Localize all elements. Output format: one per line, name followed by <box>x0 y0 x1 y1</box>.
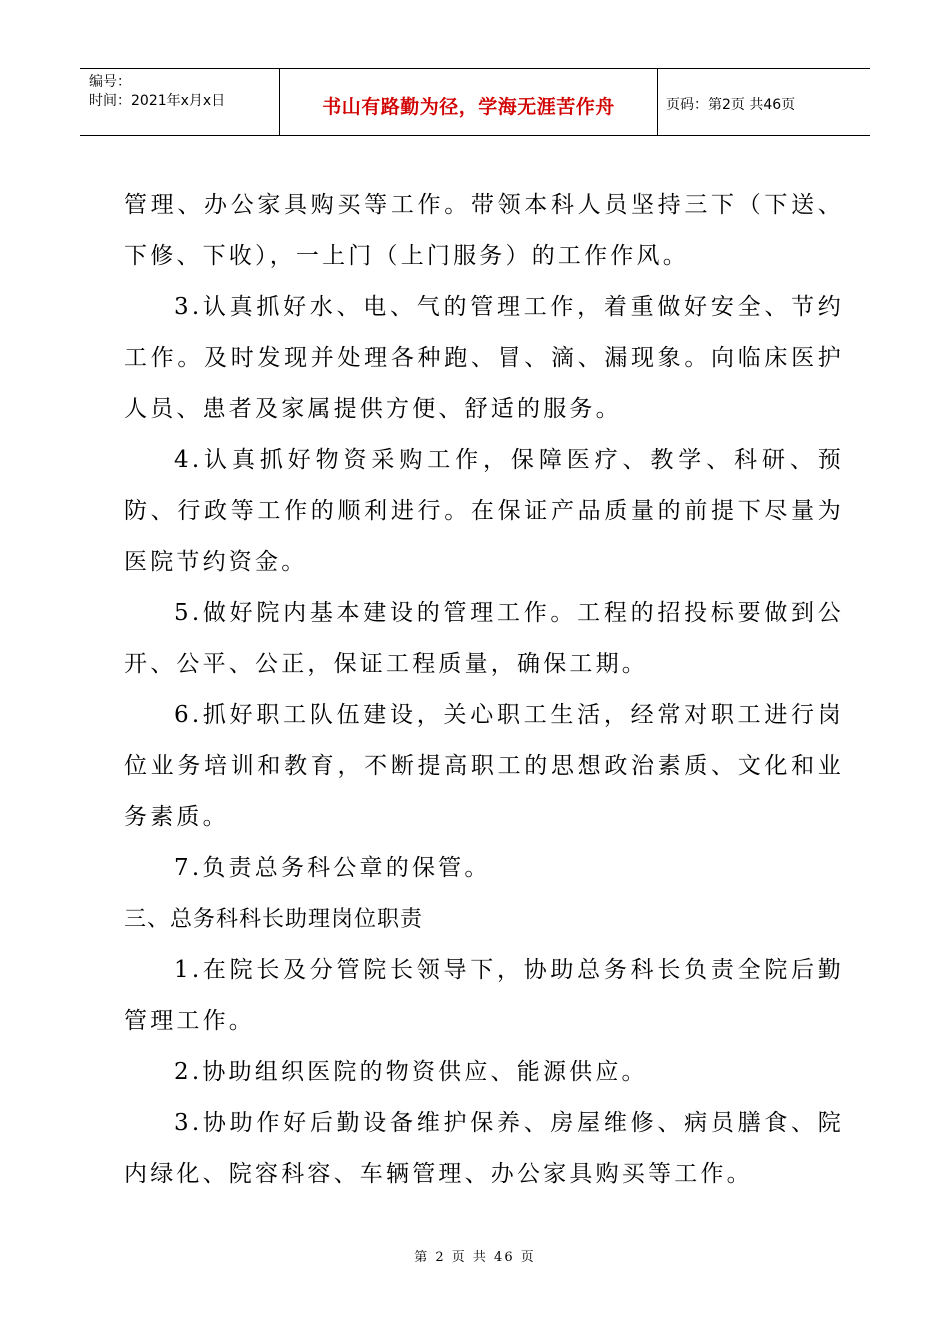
section-heading: 三、总务科科长助理岗位职责 <box>124 907 424 932</box>
header-motto-cell <box>280 69 658 135</box>
section-paragraph: 3.协助作好后勤设备维护保养、房屋维修、病员膳食、院内绿化、院容科容、车辆管理、办公家具购买等工作。 <box>124 1110 844 1187</box>
body-paragraph: 7.负责总务科公章的保管。 <box>174 855 491 881</box>
page-footer <box>0 1246 950 1265</box>
document-body <box>124 180 844 1200</box>
section-paragraph: 2.协助组织医院的物资供应、能源供应。 <box>174 1059 648 1085</box>
body-paragraph: 管理、办公家具购买等工作。带领本科人员坚持三下（下送、下修、下收），一上门（上门服务）的工作作风。 <box>124 192 844 269</box>
body-paragraph: 5.做好院内基本建设的管理工作。工程的招投标要做到公开、公平、公正，保证工程质量，确保工期。 <box>124 600 844 677</box>
page-header <box>80 68 870 136</box>
section-paragraph: 1.在院长及分管院长领导下，协助总务科长负责全院后勤管理工作。 <box>124 957 844 1034</box>
footer-page-number: 第 2 页 共 46 页 <box>414 1250 536 1265</box>
header-page-info: 页码：第2页 共46页 <box>666 97 796 113</box>
document-date-label: 时间：2021年x月x日 <box>89 93 226 109</box>
body-paragraph: 4.认真抓好物资采购工作，保障医疗、教学、科研、预防、行政等工作的顺利进行。在保证产品质量的前提下尽量为医院节约资金。 <box>124 447 844 575</box>
body-paragraph: 3.认真抓好水、电、气的管理工作，着重做好安全、节约工作。及时发现并处理各种跑、冒、滴、漏现象。向临床医护人员、患者及家属提供方便、舒适的服务。 <box>124 294 844 422</box>
header-page-cell <box>658 69 870 135</box>
header-meta-cell <box>80 69 280 135</box>
document-number-label: 编号： <box>89 74 131 90</box>
motto-text: 书山有路勤为径，学海无涯苦作舟 <box>322 95 615 118</box>
body-paragraph: 6.抓好职工队伍建设，关心职工生活，经常对职工进行岗位业务培训和教育，不断提高职工的思想政治素质、文化和业务素质。 <box>124 702 844 830</box>
